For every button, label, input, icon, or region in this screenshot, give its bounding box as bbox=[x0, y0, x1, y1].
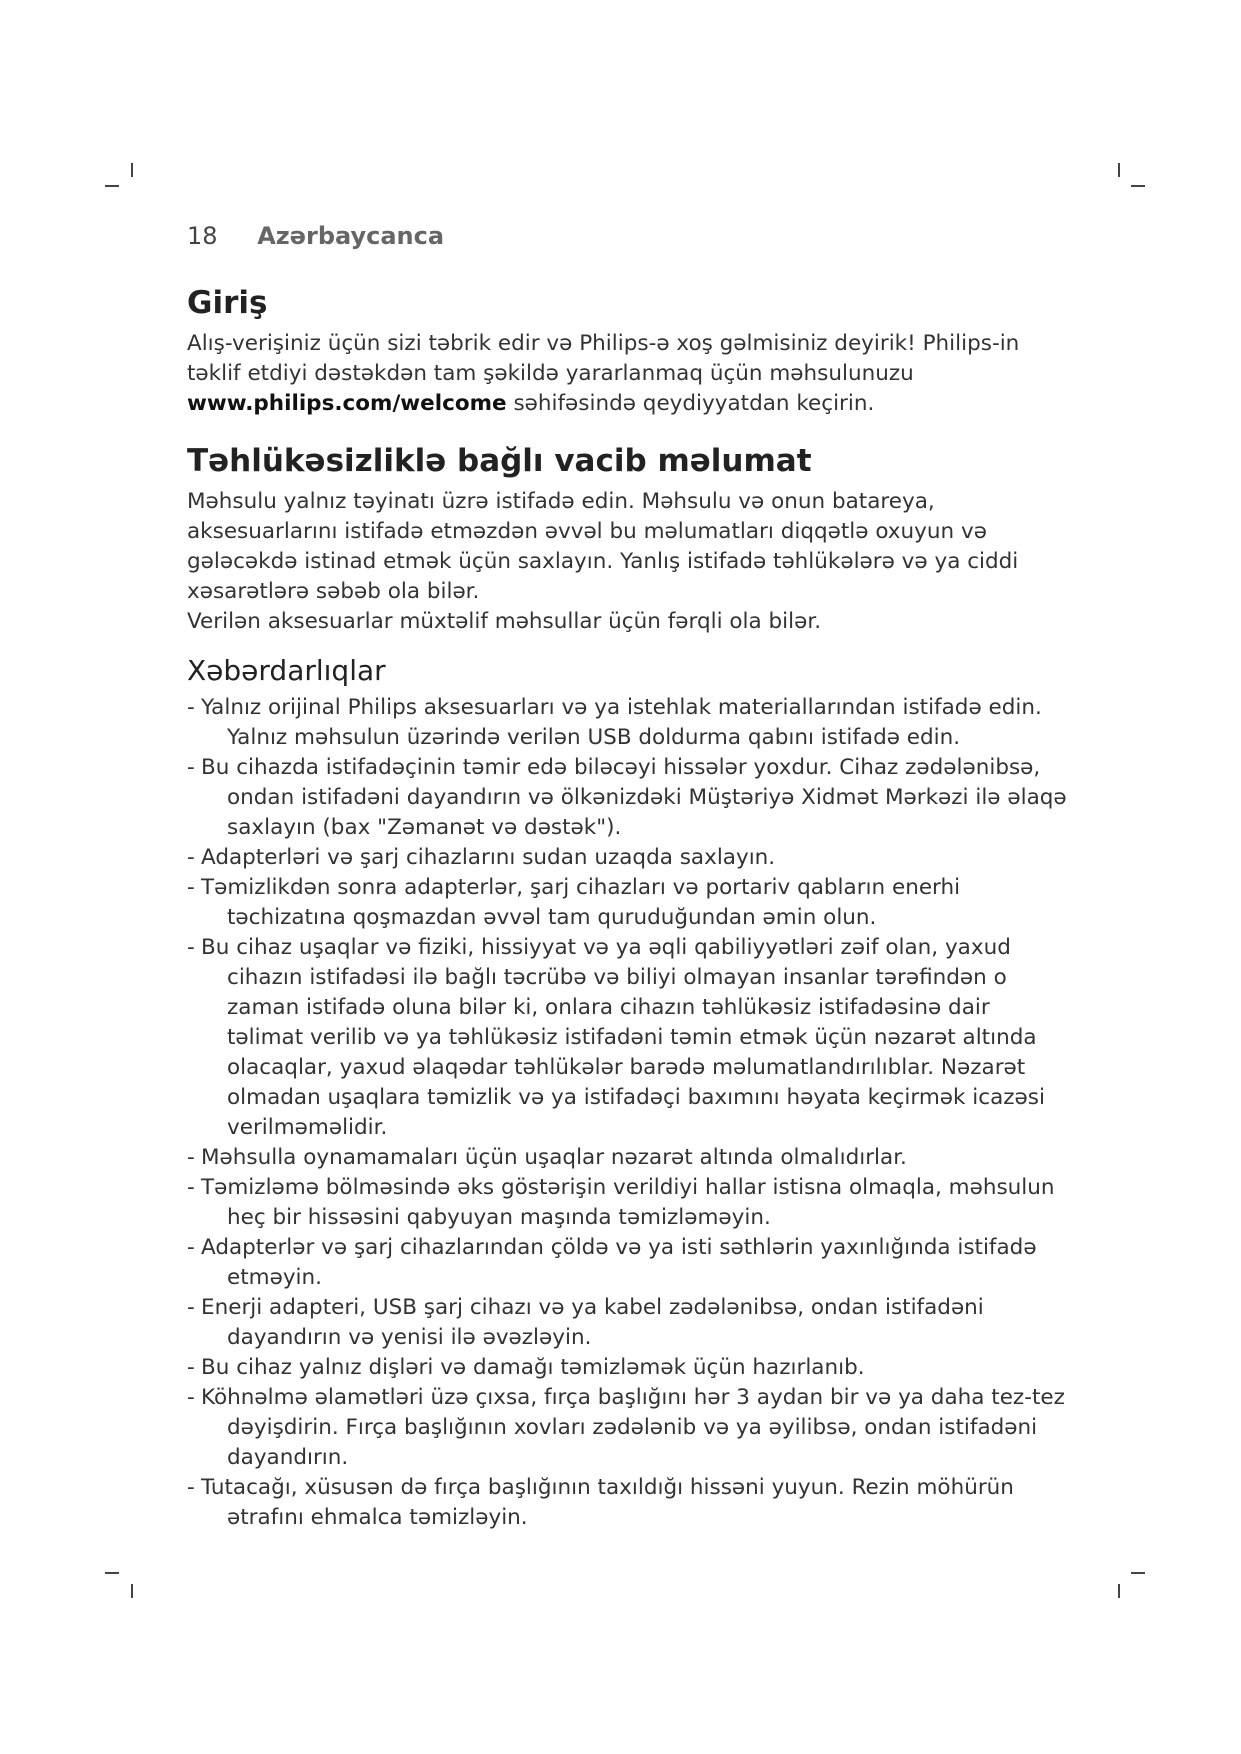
list-item: - Təmizləmə bölməsində əks göstərişin verildiyi hallar istisna olmaqla, məhsulun heç bir hissəsini qabyuyan maşında təmizləməyin. bbox=[187, 1175, 1055, 1230]
crop-mark-bottom-right-h bbox=[1131, 1572, 1145, 1574]
list-item: - Məhsulla oynamamaları üçün uşaqlar nəzarət altında olmalıdırlar. bbox=[187, 1145, 907, 1170]
list-item: - Köhnəlmə əlamətləri üzə çıxsa, fırça başlığını hər 3 aydan bir və ya daha tez-tez dəyişdirin. Fırça başlığının xovları zədələnib və ya əyilibsə, ondan istifadəni dayandırın. bbox=[187, 1385, 1065, 1470]
list-item: - Enerji adapteri, USB şarj cihazı və ya kabel zədələnibsə, ondan istifadəni dayandırın və yenisi ilə əvəzləyin. bbox=[187, 1295, 984, 1350]
list-item: - Bu cihaz yalnız dişləri və damağı təmizləmək üçün hazırlanıb. bbox=[187, 1355, 865, 1380]
crop-mark-top-right-v bbox=[1118, 163, 1120, 177]
safety-note: Verilən aksesuarlar müxtəlif məhsullar üçün fərqli ola bilər. bbox=[187, 609, 822, 634]
page-number: 18 bbox=[187, 222, 218, 250]
intro-section bbox=[187, 283, 1067, 419]
intro-paragraph bbox=[187, 329, 1067, 419]
page-header bbox=[187, 222, 444, 250]
warnings-list bbox=[187, 693, 1067, 1533]
list-item: - Yalnız orijinal Philips aksesuarları və ya istehlak materiallarından istifadə edin. Yalnız məhsulun üzərində verilən USB doldurma qabını istifadə edin. bbox=[187, 695, 1042, 750]
crop-mark-bottom-right-v bbox=[1118, 1584, 1120, 1598]
warnings-section bbox=[187, 653, 1067, 1533]
page-content bbox=[187, 283, 1067, 1533]
safety-paragraph: Məhsulu yalnız təyinatı üzrə istifadə edin. Məhsulu və onun batareya, aksesuarlarını istifadə etməzdən əvvəl bu məlumatları diqqətlə oxuyun və gələcəkdə istinad etmək üçün saxlayın. Yanlış istifadə təhlükələrə və ya ciddi xəsarətlərə səbəb ola bilər. bbox=[187, 489, 1019, 604]
safety-title: Təhlükəsizliklə bağlı vacib məlumat bbox=[187, 443, 812, 479]
crop-mark-top-left-v bbox=[131, 163, 133, 177]
list-item: - Tutacağı, xüsusən də fırça başlığının taxıldığı hissəni yuyun. Rezin möhürün ətrafını ehmalca təmizləyin. bbox=[187, 1475, 1014, 1530]
list-item: - Bu cihaz uşaqlar və fiziki, hissiyyat və ya əqli qabiliyyətləri zəif olan, yaxud cihazın istifadəsi ilə bağlı təcrübə və biliyi olmayan insanlar tərəfindən o zaman istifadə oluna bilər ki, onlara cihazın təhlükəsiz istifadəsinə dair təlimat verilib və ya təhlükəsiz istifadəni təmin etmək üçün nəzarət altında olacaqlar, yaxud əlaqədar təhlükələr barədə məlumatlandırılıblar. Nəzarət olmadan uşaqlara təmizlik və ya istifadəçi baxımını həyata keçirmək icazəsi verilməməlidir. bbox=[187, 935, 1045, 1140]
crop-mark-bottom-left-v bbox=[131, 1584, 133, 1598]
welcome-url-link[interactable]: www.philips.com/welcome bbox=[187, 391, 507, 416]
list-item: - Adapterləri və şarj cihazlarını sudan uzaqda saxlayın. bbox=[187, 845, 776, 870]
language-label: Azərbaycanca bbox=[257, 222, 445, 250]
list-item: - Təmizlikdən sonra adapterlər, şarj cihazları və portariv qabların enerhi təchizatına qoşmazdan əvvəl tam quruduğundan əmin olun. bbox=[187, 875, 961, 930]
safety-section bbox=[187, 441, 1067, 637]
list-item: - Bu cihazda istifadəçinin təmir edə biləcəyi hissələr yoxdur. Cihaz zədələnibsə, ondan istifadəni dayandırın və ölkənizdəki Müştəriyə Xidmət Mərkəzi ilə əlaqə saxlayın (bax "Zəmanət və dəstək"). bbox=[187, 755, 1067, 840]
crop-mark-bottom-left-h bbox=[105, 1572, 119, 1574]
list-item: - Adapterlər və şarj cihazlarından çöldə və ya isti səthlərin yaxınlığında istifadə etməyin. bbox=[187, 1235, 1037, 1290]
intro-title: Giriş bbox=[187, 285, 268, 321]
intro-text-before: Alış-verişiniz üçün sizi təbrik edir və Philips-ə xoş gəlmisiniz deyirik! Philips-in təklif etdiyi dəstəkdən tam şəkildə yararlanmaq üçün məhsulunuzu bbox=[187, 331, 1020, 386]
warnings-title: Xəbərdarlıqlar bbox=[187, 654, 386, 687]
crop-mark-top-right-h bbox=[1131, 185, 1145, 187]
crop-mark-top-left-h bbox=[105, 185, 119, 187]
intro-text-after: səhifəsində qeydiyyatdan keçirin. bbox=[506, 391, 875, 416]
